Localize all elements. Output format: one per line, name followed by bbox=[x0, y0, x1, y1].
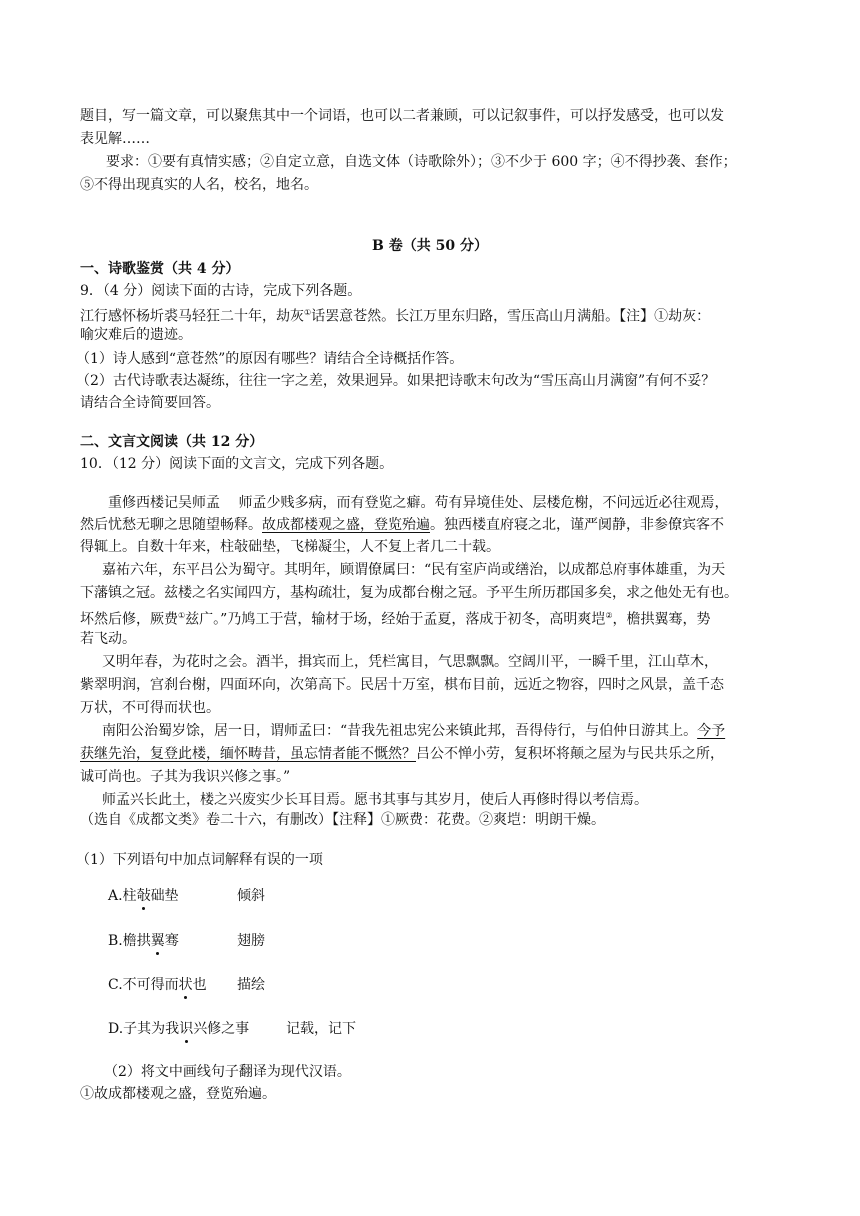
underlined-sentence-2b: 获继先治，复登此楼，缅怀畴昔，虽忘情者能不慨然？ bbox=[80, 746, 416, 762]
section-b-title: B 卷（共 50 分） bbox=[372, 238, 488, 254]
question-9-sub-2-line-1: （2）古代诗歌表达凝练，往往一字之差，效果迥异。如果把诗歌末句改为“雪压高山月满窗”有何不妥？ bbox=[76, 373, 716, 389]
option-c-meaning: 描绘 bbox=[237, 977, 265, 993]
passage-p2-line-1: 嘉祐六年，东平吕公为蜀守。其明年，顾谓僚属曰：“民有室庐尚或缮治，以成都总府事体雄重，为天 bbox=[102, 562, 726, 578]
question-10-stem: 10．（12 分）阅读下面的文言文，完成下列各题。 bbox=[80, 456, 394, 472]
option-a-meaning: 倾斜 bbox=[237, 888, 265, 904]
underlined-sentence-2a: 今予 bbox=[697, 723, 726, 739]
passage-p4-line-2: 获继先治，复登此楼，缅怀畴昔，虽忘情者能不慨然？吕公不惮小劳，复积坏将颠之屋为与民共乐之所， bbox=[80, 746, 724, 762]
passage-p2-line-2: 下藩镇之冠。兹楼之名实闻四方，基构疏壮，复为成都台榭之冠。予平生所历郡国多矣，求之他处无有也。 bbox=[80, 585, 738, 601]
requirements-line-2: ⑤不得出现真实的人名，校名，地名。 bbox=[80, 177, 318, 193]
option-c-text: C.不可得而状也 bbox=[108, 977, 207, 993]
poem-line-1: 江行感怀杨圻裘马轻狂二十年，劫灰①话罢意苍然。长江万里东归路，雪压高山月满船。【注】①劫灰： bbox=[80, 308, 711, 325]
dotted-word-c: 状 bbox=[178, 977, 193, 993]
option-b-text: B.檐拱翼骞 bbox=[108, 933, 179, 949]
question-9-sub-2-line-2: 请结合全诗简要回答。 bbox=[80, 395, 220, 411]
passage-p4-line-3: 诚可尚也。子其为我识兴修之事。” bbox=[80, 769, 291, 785]
passage-p3-line-1: 又明年春，为花时之会。酒半，揖宾而上，凭栏寓目，气思飘飘。空阔川平，一瞬千里，江山草木， bbox=[102, 654, 718, 670]
option-d-text: D.子其为我识兴修之事 bbox=[108, 1021, 250, 1037]
intro-line-2: 表见解…… bbox=[80, 131, 150, 147]
question-10-sub-2-item-1: ①故成都楼观之盛，登览殆遍。 bbox=[80, 1086, 276, 1102]
passage-p1-line-2: 然后忧愁无聊之思随望畅释。故成都楼观之盛，登览殆遍。独西楼直府寝之北，谨严阒静，非参僚宾客不 bbox=[80, 517, 724, 533]
dotted-word-b: 翼 bbox=[150, 933, 165, 949]
passage-p2-line-3: 坏然后修，厥费①兹广。”乃鸠工于营，输材于场，经始于孟夏，落成于初冬，高明爽垲②，檐拱翼骞，势 bbox=[80, 611, 711, 628]
classical-section-heading: 二、文言文阅读（共 12 分） bbox=[80, 434, 264, 450]
underlined-sentence-1: 故成都楼观之盛，登览殆遍 bbox=[262, 517, 430, 533]
passage-p5-line-1: 师孟兴长此土，楼之兴废实少长耳目焉。愿书其事与其岁月，使后人再修时得以考信焉。 bbox=[102, 792, 648, 808]
dotted-word-a: 敧 bbox=[136, 888, 151, 904]
passage-p2-line-4: 若飞动。 bbox=[80, 631, 136, 647]
passage-p1-line-3: 得辄上。自数十年来，柱敧础垫，飞梯凝尘，人不复上者几二十载。 bbox=[80, 539, 500, 555]
requirements-line-1: 要求：①要有真情实感；②自定立意，自选文体（诗歌除外）；③不少于 600 字；④不得抄袭、套作； bbox=[106, 154, 737, 170]
question-9-sub-1: （1）诗人感到“意苍然”的原因有哪些？请结合全诗概括作答。 bbox=[76, 351, 464, 367]
option-a-text: A.柱敧础垫 bbox=[108, 888, 179, 904]
dotted-word-d: 识 bbox=[179, 1021, 194, 1037]
question-10-sub-2: （2）将文中画线句子翻译为现代汉语。 bbox=[104, 1064, 351, 1080]
passage-source: （选自《成都文类》卷二十六，有删改）【注释】①厥费：花费。②爽垲：明朗干燥。 bbox=[80, 812, 605, 828]
option-d-meaning: 记载，记下 bbox=[286, 1021, 356, 1037]
passage-p1-line-1: 重修西楼记吴师孟 师孟少贱多病，而有登览之癖。苟有异境佳处、层楼危榭，不问远近必往观焉， bbox=[108, 495, 729, 511]
question-10-sub-1: （1）下列语句中加点词解释有误的一项 bbox=[76, 852, 323, 868]
intro-line-1: 题目，写一篇文章，可以聚焦其中一个词语，也可以二者兼顾，可以记叙事件，可以抒发感受，也可以发 bbox=[80, 108, 724, 124]
passage-p3-line-3: 万状，不可得而状也。 bbox=[80, 700, 220, 716]
poetry-section-heading: 一、诗歌鉴赏（共 4 分） bbox=[80, 261, 240, 277]
option-b-meaning: 翅膀 bbox=[237, 933, 265, 949]
question-9-stem: 9．（4 分）阅读下面的古诗，完成下列各题。 bbox=[80, 283, 362, 299]
poem-note-line: 喻灾难后的遗迹。 bbox=[80, 327, 192, 343]
passage-p3-line-2: 紫翠明润，宫刹台榭，四面环向，次第高下。民居十万室，棋布目前，远近之物容，四时之风景，盖千态 bbox=[80, 677, 724, 693]
passage-p4-line-1: 南阳公治蜀岁馀，居一日，谓师孟曰：“昔我先祖忠宪公来镇此邦，吾得侍行，与伯仲日游其上。今予 bbox=[102, 723, 726, 739]
